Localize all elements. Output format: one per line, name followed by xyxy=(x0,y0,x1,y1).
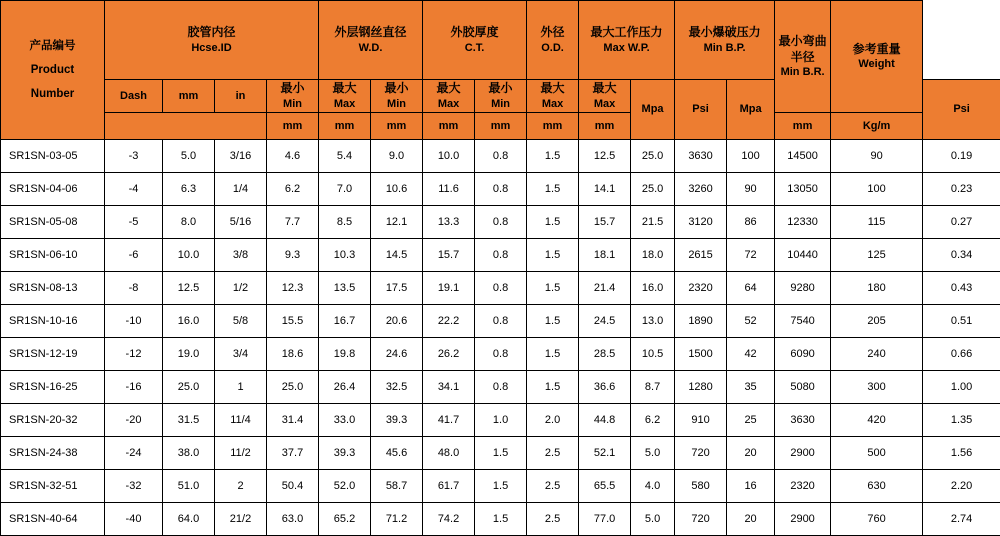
table-row xyxy=(1,140,1000,173)
cell-id-mm: 51.0 xyxy=(163,470,215,503)
cell-id-in: 1 xyxy=(215,371,267,404)
header-max-wp-en: Max W.P. xyxy=(603,41,650,54)
header-max-wp-cn: 最大工作压力 xyxy=(590,25,663,40)
cell-br-mm: 125 xyxy=(831,239,923,272)
cell-product: SR1SN-03-05 xyxy=(1,140,105,173)
cell-wd-min: 17.5 xyxy=(371,272,423,305)
cell-id-max: 39.3 xyxy=(319,437,371,470)
cell-id-max: 33.0 xyxy=(319,404,371,437)
cell-dash: -40 xyxy=(105,503,163,536)
subheader-ct-min-cn: 最小 xyxy=(488,81,513,96)
cell-id-min: 6.2 xyxy=(267,173,319,206)
cell-wp-psi: 2320 xyxy=(675,272,727,305)
cell-ct-max: 2.5 xyxy=(527,503,579,536)
unit-od-max: mm xyxy=(579,113,631,140)
cell-id-min: 12.3 xyxy=(267,272,319,305)
cell-dash: -5 xyxy=(105,206,163,239)
cell-wd-min: 71.2 xyxy=(371,503,423,536)
table-row xyxy=(1,272,1000,305)
cell-id-max: 26.4 xyxy=(319,371,371,404)
cell-dash: -4 xyxy=(105,173,163,206)
cell-od-max: 65.5 xyxy=(579,470,631,503)
cell-ct-min: 0.8 xyxy=(475,272,527,305)
cell-wp-psi: 1280 xyxy=(675,371,727,404)
cell-product: SR1SN-10-16 xyxy=(1,305,105,338)
subheader-ct-max-en: Max xyxy=(541,97,564,110)
cell-od-max: 36.6 xyxy=(579,371,631,404)
header-product-number-en2: Number xyxy=(30,88,75,101)
cell-ct-min: 0.8 xyxy=(475,338,527,371)
cell-wp-psi: 3630 xyxy=(675,140,727,173)
header-wire-diameter-en: W.D. xyxy=(358,41,383,54)
cell-br-mm: 630 xyxy=(831,470,923,503)
cell-bp-psi: 2900 xyxy=(775,503,831,536)
cell-od-max: 14.1 xyxy=(579,173,631,206)
cell-bp-psi: 14500 xyxy=(775,140,831,173)
cell-id-max: 5.4 xyxy=(319,140,371,173)
cell-ct-min: 0.8 xyxy=(475,371,527,404)
cell-id-max: 13.5 xyxy=(319,272,371,305)
cell-od-max: 21.4 xyxy=(579,272,631,305)
cell-br-mm: 760 xyxy=(831,503,923,536)
subheader-od-max-en: Max xyxy=(593,97,616,110)
cell-id-in: 11/4 xyxy=(215,404,267,437)
cell-product: SR1SN-05-08 xyxy=(1,206,105,239)
cell-wp-psi: 2615 xyxy=(675,239,727,272)
cell-id-in: 5/16 xyxy=(215,206,267,239)
cell-bp-mpa: 90 xyxy=(727,173,775,206)
header-product-number-cn: 产品编号 xyxy=(29,39,76,52)
subheader-od-max-cn: 最大 xyxy=(592,81,617,96)
cell-dash: -3 xyxy=(105,140,163,173)
cell-id-min: 31.4 xyxy=(267,404,319,437)
header-cover-thickness-cn: 外胶厚度 xyxy=(450,25,499,40)
cell-id-in: 3/4 xyxy=(215,338,267,371)
cell-wd-max: 74.2 xyxy=(423,503,475,536)
cell-product: SR1SN-24-38 xyxy=(1,437,105,470)
subheader-id-in: in xyxy=(215,80,267,113)
cell-od-max: 15.7 xyxy=(579,206,631,239)
cell-id-in: 1/2 xyxy=(215,272,267,305)
cell-weight: 1.00 xyxy=(923,371,1000,404)
table-row xyxy=(1,338,1000,371)
subheader-wd-min xyxy=(371,80,423,113)
cell-id-mm: 64.0 xyxy=(163,503,215,536)
subheader-id-max-en: Max xyxy=(333,97,356,110)
cell-id-in: 11/2 xyxy=(215,437,267,470)
cell-id-max: 16.7 xyxy=(319,305,371,338)
cell-product: SR1SN-16-25 xyxy=(1,371,105,404)
subheader-ct-min-en: Min xyxy=(491,97,511,110)
cell-wp-mpa: 8.7 xyxy=(631,371,675,404)
cell-ct-max: 1.5 xyxy=(527,305,579,338)
header-min-br-en: Min B.R. xyxy=(780,66,825,79)
cell-bp-mpa: 86 xyxy=(727,206,775,239)
cell-ct-max: 2.5 xyxy=(527,470,579,503)
cell-bp-psi: 9280 xyxy=(775,272,831,305)
cell-wp-psi: 1500 xyxy=(675,338,727,371)
cell-id-mm: 5.0 xyxy=(163,140,215,173)
cell-br-mm: 500 xyxy=(831,437,923,470)
cell-wd-max: 26.2 xyxy=(423,338,475,371)
subheader-id-max xyxy=(319,80,371,113)
cell-bp-mpa: 72 xyxy=(727,239,775,272)
header-weight-en: Weight xyxy=(858,58,895,71)
unit-wd-min: mm xyxy=(371,113,423,140)
subheader-dash: Dash xyxy=(105,80,163,113)
header-min-bp-en: Min B.P. xyxy=(703,41,746,54)
cell-wp-psi: 580 xyxy=(675,470,727,503)
cell-wd-min: 20.6 xyxy=(371,305,423,338)
cell-bp-mpa: 20 xyxy=(727,503,775,536)
cell-wd-max: 19.1 xyxy=(423,272,475,305)
cell-bp-psi: 13050 xyxy=(775,173,831,206)
subheader-wd-max-cn: 最大 xyxy=(436,81,461,96)
header-weight xyxy=(831,1,923,113)
cell-dash: -20 xyxy=(105,404,163,437)
cell-wd-max: 48.0 xyxy=(423,437,475,470)
cell-product: SR1SN-20-32 xyxy=(1,404,105,437)
cell-weight: 0.27 xyxy=(923,206,1000,239)
cell-id-max: 10.3 xyxy=(319,239,371,272)
cell-bp-mpa: 64 xyxy=(727,272,775,305)
subheader-id-max-cn: 最大 xyxy=(332,81,357,96)
cell-id-min: 9.3 xyxy=(267,239,319,272)
cell-id-in: 3/16 xyxy=(215,140,267,173)
unit-ct-max: mm xyxy=(527,113,579,140)
table-body xyxy=(1,140,1000,536)
subheader-wd-min-en: Min xyxy=(387,97,406,110)
cell-id-mm: 16.0 xyxy=(163,305,215,338)
cell-ct-max: 1.5 xyxy=(527,239,579,272)
cell-wp-psi: 720 xyxy=(675,503,727,536)
cell-bp-psi: 6090 xyxy=(775,338,831,371)
cell-id-in: 2 xyxy=(215,470,267,503)
cell-ct-min: 0.8 xyxy=(475,305,527,338)
table-row xyxy=(1,239,1000,272)
cell-wp-mpa: 21.5 xyxy=(631,206,675,239)
subheader-id-min xyxy=(267,80,319,113)
cell-id-min: 7.7 xyxy=(267,206,319,239)
unit-id-max: mm xyxy=(319,113,371,140)
cell-id-in: 5/8 xyxy=(215,305,267,338)
cell-weight: 0.43 xyxy=(923,272,1000,305)
cell-wp-psi: 3120 xyxy=(675,206,727,239)
cell-bp-psi: 3630 xyxy=(775,404,831,437)
cell-id-max: 7.0 xyxy=(319,173,371,206)
cell-wd-max: 22.2 xyxy=(423,305,475,338)
cell-id-mm: 8.0 xyxy=(163,206,215,239)
cell-wp-mpa: 4.0 xyxy=(631,470,675,503)
cell-wd-min: 24.6 xyxy=(371,338,423,371)
cell-wd-min: 39.3 xyxy=(371,404,423,437)
subheader-wd-min-cn: 最小 xyxy=(384,81,409,96)
unit-weight-kgm: Kg/m xyxy=(831,113,923,140)
subheader-ct-max xyxy=(527,80,579,113)
subheader-ct-min xyxy=(475,80,527,113)
cell-id-mm: 12.5 xyxy=(163,272,215,305)
cell-weight: 2.74 xyxy=(923,503,1000,536)
cell-id-max: 52.0 xyxy=(319,470,371,503)
subheader-wd-max xyxy=(423,80,475,113)
cell-bp-mpa: 16 xyxy=(727,470,775,503)
subheader-bp-psi: Psi xyxy=(923,80,1000,140)
cell-wp-mpa: 5.0 xyxy=(631,503,675,536)
cell-bp-mpa: 35 xyxy=(727,371,775,404)
cell-ct-min: 0.8 xyxy=(475,140,527,173)
table-row xyxy=(1,437,1000,470)
table-row xyxy=(1,305,1000,338)
cell-ct-max: 1.5 xyxy=(527,272,579,305)
cell-product: SR1SN-06-10 xyxy=(1,239,105,272)
table-row xyxy=(1,404,1000,437)
cell-br-mm: 420 xyxy=(831,404,923,437)
header-cover-thickness xyxy=(423,1,527,80)
header-outer-diameter-en: O.D. xyxy=(541,41,564,54)
cell-weight: 1.35 xyxy=(923,404,1000,437)
cell-bp-mpa: 20 xyxy=(727,437,775,470)
cell-weight: 0.51 xyxy=(923,305,1000,338)
cell-id-min: 50.4 xyxy=(267,470,319,503)
cell-id-max: 19.8 xyxy=(319,338,371,371)
unit-id-min: mm xyxy=(267,113,319,140)
unit-br-mm: mm xyxy=(775,113,831,140)
cell-ct-min: 0.8 xyxy=(475,206,527,239)
cell-ct-max: 1.5 xyxy=(527,371,579,404)
cell-br-mm: 300 xyxy=(831,371,923,404)
header-weight-cn: 参考重量 xyxy=(852,41,901,56)
header-min-burst-pressure xyxy=(675,1,775,80)
cell-ct-max: 1.5 xyxy=(527,140,579,173)
cell-id-min: 15.5 xyxy=(267,305,319,338)
header-unit-row xyxy=(1,113,1000,140)
cell-ct-min: 1.5 xyxy=(475,437,527,470)
cell-weight: 0.34 xyxy=(923,239,1000,272)
cell-id-min: 4.6 xyxy=(267,140,319,173)
cell-id-in: 1/4 xyxy=(215,173,267,206)
header-group-row xyxy=(1,1,1000,80)
cell-id-in: 3/8 xyxy=(215,239,267,272)
cell-wd-max: 34.1 xyxy=(423,371,475,404)
cell-od-max: 18.1 xyxy=(579,239,631,272)
cell-id-mm: 6.3 xyxy=(163,173,215,206)
header-min-bp-cn: 最小爆破压力 xyxy=(688,25,761,40)
cell-br-mm: 100 xyxy=(831,173,923,206)
unit-wd-max: mm xyxy=(423,113,475,140)
cell-br-mm: 180 xyxy=(831,272,923,305)
cell-bp-psi: 5080 xyxy=(775,371,831,404)
cell-id-min: 18.6 xyxy=(267,338,319,371)
header-hose-id-en: Hcse.ID xyxy=(191,41,232,54)
unit-ct-min: mm xyxy=(475,113,527,140)
cell-wd-max: 61.7 xyxy=(423,470,475,503)
cell-weight: 2.20 xyxy=(923,470,1000,503)
cell-od-max: 44.8 xyxy=(579,404,631,437)
cell-product: SR1SN-12-19 xyxy=(1,338,105,371)
header-hose-id xyxy=(105,1,319,80)
subheader-id-min-cn: 最小 xyxy=(280,81,305,96)
cell-product: SR1SN-08-13 xyxy=(1,272,105,305)
cell-wp-mpa: 6.2 xyxy=(631,404,675,437)
cell-product: SR1SN-04-06 xyxy=(1,173,105,206)
header-wire-diameter-cn: 外层钢丝直径 xyxy=(334,25,407,40)
subheader-wp-mpa: Mpa xyxy=(631,80,675,140)
cell-wp-psi: 1890 xyxy=(675,305,727,338)
cell-id-max: 8.5 xyxy=(319,206,371,239)
cell-dash: -10 xyxy=(105,305,163,338)
cell-bp-mpa: 100 xyxy=(727,140,775,173)
cell-wd-min: 14.5 xyxy=(371,239,423,272)
cell-wd-max: 13.3 xyxy=(423,206,475,239)
cell-ct-max: 1.5 xyxy=(527,206,579,239)
cell-bp-psi: 2900 xyxy=(775,437,831,470)
cell-wd-min: 45.6 xyxy=(371,437,423,470)
cell-product: SR1SN-32-51 xyxy=(1,470,105,503)
cell-ct-min: 1.5 xyxy=(475,503,527,536)
table-row xyxy=(1,173,1000,206)
cell-product: SR1SN-40-64 xyxy=(1,503,105,536)
cell-br-mm: 205 xyxy=(831,305,923,338)
header-outer-diameter xyxy=(527,1,579,80)
cell-bp-mpa: 52 xyxy=(727,305,775,338)
subheader-od-max xyxy=(579,80,631,113)
cell-dash: -8 xyxy=(105,272,163,305)
subheader-id-min-en: Min xyxy=(283,97,302,110)
cell-id-mm: 25.0 xyxy=(163,371,215,404)
cell-bp-psi: 7540 xyxy=(775,305,831,338)
cell-od-max: 28.5 xyxy=(579,338,631,371)
cell-br-mm: 240 xyxy=(831,338,923,371)
cell-dash: -12 xyxy=(105,338,163,371)
cell-bp-psi: 12330 xyxy=(775,206,831,239)
cell-wp-mpa: 10.5 xyxy=(631,338,675,371)
unit-id-dash-blank xyxy=(105,113,267,140)
cell-weight: 1.56 xyxy=(923,437,1000,470)
subheader-ct-max-cn: 最大 xyxy=(540,81,565,96)
cell-dash: -16 xyxy=(105,371,163,404)
cell-id-mm: 31.5 xyxy=(163,404,215,437)
cell-wd-max: 11.6 xyxy=(423,173,475,206)
header-cover-thickness-en: C.T. xyxy=(464,41,485,54)
cell-wp-mpa: 25.0 xyxy=(631,140,675,173)
cell-id-in: 21/2 xyxy=(215,503,267,536)
cell-ct-min: 1.0 xyxy=(475,404,527,437)
cell-wp-psi: 910 xyxy=(675,404,727,437)
cell-wd-max: 41.7 xyxy=(423,404,475,437)
header-min-br-cn: 最小弯曲半径 xyxy=(778,33,827,65)
subheader-id-mm: mm xyxy=(163,80,215,113)
header-product-number xyxy=(1,1,105,140)
cell-id-mm: 19.0 xyxy=(163,338,215,371)
cell-wd-min: 12.1 xyxy=(371,206,423,239)
cell-id-min: 25.0 xyxy=(267,371,319,404)
cell-wd-min: 32.5 xyxy=(371,371,423,404)
table-row xyxy=(1,371,1000,404)
cell-weight: 0.66 xyxy=(923,338,1000,371)
cell-ct-max: 2.0 xyxy=(527,404,579,437)
header-max-working-pressure xyxy=(579,1,675,80)
subheader-bp-mpa: Mpa xyxy=(727,80,775,140)
cell-weight: 0.19 xyxy=(923,140,1000,173)
cell-wp-psi: 720 xyxy=(675,437,727,470)
cell-br-mm: 90 xyxy=(831,140,923,173)
cell-wp-mpa: 5.0 xyxy=(631,437,675,470)
header-product-number-en1: Product xyxy=(30,63,75,76)
header-outer-diameter-cn: 外径 xyxy=(540,25,565,40)
cell-wp-mpa: 18.0 xyxy=(631,239,675,272)
cell-dash: -32 xyxy=(105,470,163,503)
header-min-bend-radius xyxy=(775,1,831,113)
cell-ct-min: 1.5 xyxy=(475,470,527,503)
table-row xyxy=(1,206,1000,239)
cell-wp-mpa: 16.0 xyxy=(631,272,675,305)
cell-wd-min: 9.0 xyxy=(371,140,423,173)
cell-dash: -24 xyxy=(105,437,163,470)
table-row xyxy=(1,503,1000,536)
subheader-wd-max-en: Max xyxy=(437,97,460,110)
cell-id-max: 65.2 xyxy=(319,503,371,536)
cell-wd-min: 10.6 xyxy=(371,173,423,206)
cell-od-max: 24.5 xyxy=(579,305,631,338)
cell-wd-max: 15.7 xyxy=(423,239,475,272)
header-hose-id-cn: 胶管内径 xyxy=(187,25,236,40)
subheader-wp-psi: Psi xyxy=(675,80,727,140)
table-row xyxy=(1,470,1000,503)
cell-ct-max: 1.5 xyxy=(527,338,579,371)
cell-bp-psi: 10440 xyxy=(775,239,831,272)
cell-id-min: 63.0 xyxy=(267,503,319,536)
cell-bp-mpa: 25 xyxy=(727,404,775,437)
cell-ct-max: 2.5 xyxy=(527,437,579,470)
cell-od-max: 77.0 xyxy=(579,503,631,536)
cell-id-mm: 10.0 xyxy=(163,239,215,272)
cell-dash: -6 xyxy=(105,239,163,272)
cell-br-mm: 115 xyxy=(831,206,923,239)
cell-wd-max: 10.0 xyxy=(423,140,475,173)
table-header xyxy=(1,1,1000,140)
cell-wp-mpa: 13.0 xyxy=(631,305,675,338)
cell-od-max: 52.1 xyxy=(579,437,631,470)
cell-wp-psi: 3260 xyxy=(675,173,727,206)
cell-bp-psi: 2320 xyxy=(775,470,831,503)
cell-id-mm: 38.0 xyxy=(163,437,215,470)
cell-bp-mpa: 42 xyxy=(727,338,775,371)
cell-ct-max: 1.5 xyxy=(527,173,579,206)
cell-wd-min: 58.7 xyxy=(371,470,423,503)
header-wire-diameter xyxy=(319,1,423,80)
cell-wp-mpa: 25.0 xyxy=(631,173,675,206)
cell-ct-min: 0.8 xyxy=(475,173,527,206)
cell-ct-min: 0.8 xyxy=(475,239,527,272)
cell-id-min: 37.7 xyxy=(267,437,319,470)
cell-weight: 0.23 xyxy=(923,173,1000,206)
cell-od-max: 12.5 xyxy=(579,140,631,173)
